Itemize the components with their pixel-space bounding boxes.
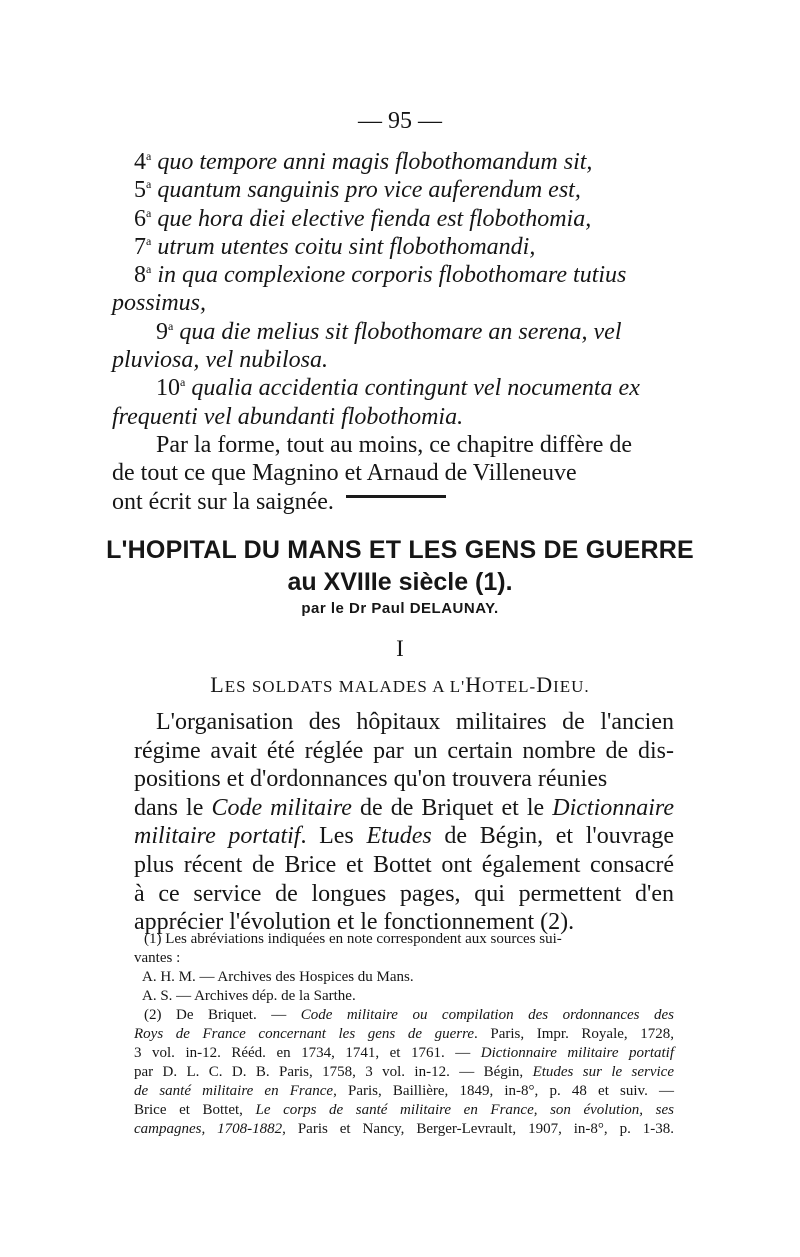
- body-line: à ce service de longues pages, qui permettent d'en: [134, 880, 674, 907]
- footnote-line: A. S. — Archives dép. de la Sarthe.: [142, 988, 356, 1004]
- footnote-line: de santé militaire en France, Paris, Baillière, 1849, in-8°, p. 48 et suiv. —: [134, 1083, 674, 1099]
- footnote-line: (1) Les abréviations indiquées en note correspondent aux sources sui-: [144, 931, 562, 947]
- body-line: militaire portatif. Les Etudes de Bégin, et l'ouvrage: [134, 823, 674, 850]
- footnotes: [134, 930, 674, 1139]
- footnote-line: 3 vol. in-12. Rééd. en 1734, 1741, et 1761. — Dictionnaire militaire portatif: [134, 1045, 675, 1061]
- body-line: dans le Code militaire de de Briquet et le Dictionnaire: [134, 794, 675, 821]
- list-item: 9$^a$ qua die melius sit flobothomare an serena, vel: [156, 318, 622, 345]
- footnote-line: campagnes, 1708-1882, Paris et Nancy, Berger-Levrault, 1907, in-8°, p. 1-38.: [134, 1121, 674, 1137]
- author-byline: par le Dr Paul DELAUNAY.: [301, 600, 499, 617]
- list-item: 6$^a$ que hora diei elective fienda est flobothomia,: [134, 205, 592, 232]
- list-item: 5$^a$ quantum sanguinis pro vice auferendum est,: [134, 177, 581, 204]
- body-line: positions et d'ordonnances qu'on trouvera réunies: [134, 766, 608, 793]
- paragraph-line: ont écrit sur la saignée.: [112, 488, 334, 515]
- footnote-line: (2) De Briquet. — Code militaire ou compilation des ordonnances des: [144, 1007, 674, 1023]
- list-item-continuation: frequenti vel abundanti flobothomia.: [112, 403, 464, 430]
- body-line: L'organisation des hôpitaux militaires de l'ancien: [156, 709, 674, 735]
- footnote-line: Roys de France concernant les gens de guerre. Paris, Impr. Royale, 1728,: [134, 1026, 675, 1042]
- list-item: 10$^a$ qualia accidentia contingunt vel nocumenta ex: [156, 375, 640, 402]
- footnote-line: Brice et Bottet, Le corps de santé militaire en France, son évolution, ses: [134, 1102, 674, 1118]
- paragraph-line: de tout ce que Magnino et Arnaud de Villeneuve: [112, 460, 577, 487]
- list-item: 4$^a$ quo tempore anni magis flobothomandum sit,: [134, 149, 593, 175]
- body-line: régime avait été réglée par un certain nombre de dis-: [134, 737, 674, 764]
- section-number: I: [396, 636, 404, 661]
- article-subtitle: au XVIIIe siècle (1).: [287, 568, 513, 596]
- body-line: apprécier l'évolution et le fonctionnement (2).: [134, 909, 575, 936]
- footnote-line: vantes :: [134, 950, 181, 966]
- body-paragraph: [134, 708, 674, 937]
- page-number: — 95 —: [358, 108, 442, 134]
- article-title: L'HOPITAL DU MANS ET LES GENS DE GUERRE: [106, 536, 694, 564]
- section-divider: [346, 495, 446, 498]
- list-item-continuation: pluviosa, vel nubilosa.: [112, 347, 328, 374]
- footnote-line: A. H. M. — Archives des Hospices du Mans.: [142, 969, 414, 985]
- latin-list: [112, 148, 674, 516]
- section-title: LES SOLDATS MALADES A L'HOTEL-DIEU.: [210, 672, 590, 697]
- list-item: 7$^a$ utrum utentes coitu sint flobothomandi,: [134, 233, 536, 260]
- list-item-continuation: possimus,: [112, 290, 207, 317]
- list-item: 8$^a$ in qua complexione corporis flobothomare tutius: [134, 262, 627, 289]
- body-line: plus récent de Brice et Bottet ont également consacré: [134, 851, 674, 878]
- footnote-line: par D. L. C. D. B. Paris, 1758, 3 vol. in-12. — Bégin, Etudes sur le service: [134, 1064, 674, 1080]
- paragraph-line: Par la forme, tout au moins, ce chapitre diffère de: [156, 431, 633, 458]
